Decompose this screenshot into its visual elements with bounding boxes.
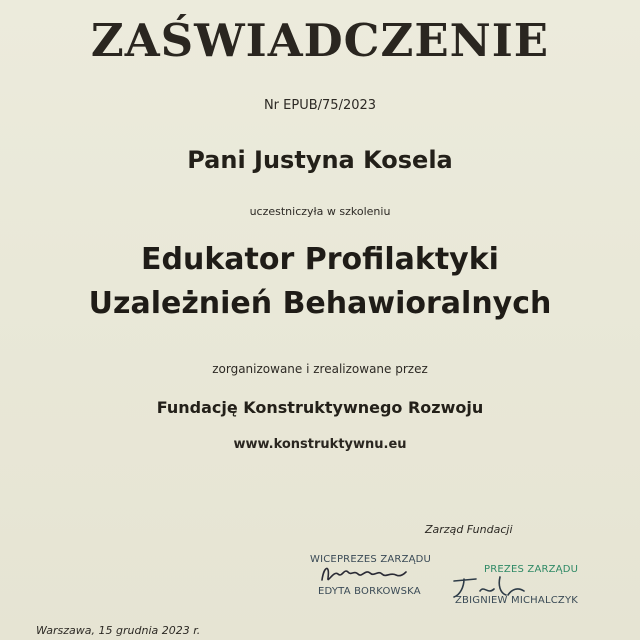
board-label: Zarząd Fundacji: [425, 523, 513, 536]
reference-number: Nr EPUB/75/2023: [263, 98, 377, 113]
place-and-date: Warszawa, 15 grudnia 2023 r.: [36, 624, 201, 637]
course-title-line-1: Edukator Profilaktyki: [141, 242, 499, 277]
course-title-line-2: Uzależnień Behawioralnych: [88, 286, 552, 321]
certificate-title: ZAŚWIADCZENIE: [90, 14, 550, 67]
president-name-stamp: ZBIGNIEW MICHALCZYK: [455, 595, 579, 606]
organized-by-text: zorganizowane i zrealizowane przez: [212, 362, 428, 376]
foundation-website: www.konstruktywnu.eu: [233, 437, 407, 452]
recipient-name: Pani Justyna Kosela: [187, 146, 453, 174]
vice-president-title-stamp: WICEPREZES ZARZĄDU: [310, 554, 432, 565]
vice-president-signature: [318, 560, 410, 588]
participation-text: uczestniczyła w szkoleniu: [249, 205, 391, 218]
president-title-stamp: PREZES ZARZĄDU: [484, 564, 579, 575]
course-title: [0, 238, 640, 326]
foundation-name: Fundację Konstruktywnego Rozwoju: [156, 398, 484, 417]
vice-president-name-stamp: EDYTA BORKOWSKA: [318, 586, 421, 597]
